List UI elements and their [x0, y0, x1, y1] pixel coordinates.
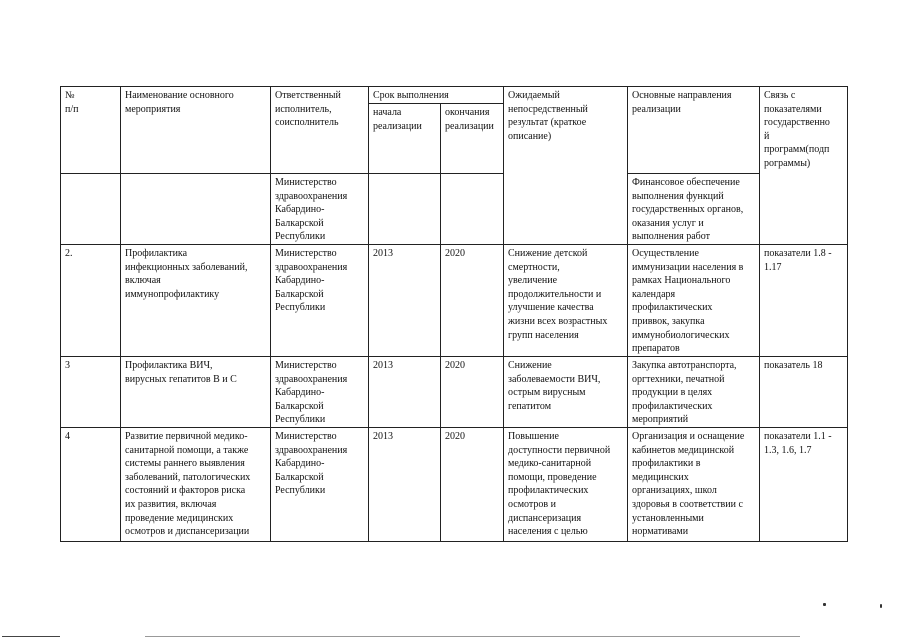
cell-directions: Финансовое обеспечение выполнения функций государственных органов, оказания услуг и выполнения работ [628, 174, 760, 245]
cell-num: 3 [61, 356, 121, 427]
table-row [61, 244, 848, 356]
cell-end: 2020 [441, 356, 504, 427]
cell-executor: Министерство здравоохранения Кабардино- Балкарской Республики [271, 174, 369, 245]
cell-executor: Министерство здравоохранения Кабардино- Балкарской Республики [271, 427, 369, 541]
header-executor: Ответственный исполнитель, соисполнитель [271, 87, 369, 174]
cell-name: Профилактика инфекционных заболеваний, включая иммунопрофилактику [121, 244, 271, 356]
cell-end: 2020 [441, 244, 504, 356]
cell-start [369, 174, 441, 245]
cell-name [121, 174, 271, 245]
table-row-continuation [61, 174, 848, 245]
scan-speck [880, 604, 882, 608]
header-link: Связь с показателями государственно й программ(подп рограммы) [760, 87, 848, 245]
cell-result: Повышение доступности первичной медико-санитарной помощи, проведение профилактических осмотров и диспансеризация населения с целью [504, 427, 628, 541]
header-name: Наименование основного мероприятия [121, 87, 271, 174]
cell-start: 2013 [369, 427, 441, 541]
cell-directions: Закупка автотранспорта, оргтехники, печатной продукции в целях профилактических мероприятий [628, 356, 760, 427]
scan-edge-line [2, 636, 60, 637]
cell-link: показатели 1.8 - 1.17 [760, 244, 848, 356]
scan-speck [823, 603, 826, 606]
cell-directions: Осуществление иммунизации населения в рамках Национального календаря профилактических приввок, закупка иммунобиологических препаратов [628, 244, 760, 356]
cell-end [441, 174, 504, 245]
cell-executor: Министерство здравоохранения Кабардино- Балкарской Республики [271, 244, 369, 356]
table-row [61, 356, 848, 427]
cell-start: 2013 [369, 356, 441, 427]
header-term: Срок выполнения [369, 87, 504, 104]
cell-name: Профилактика ВИЧ, вирусных гепатитов В и С [121, 356, 271, 427]
table-row [61, 427, 848, 541]
cell-executor: Министерство здравоохранения Кабардино- Балкарской Республики [271, 356, 369, 427]
cell-link: показатель 18 [760, 356, 848, 427]
cell-start: 2013 [369, 244, 441, 356]
cell-directions: Организация и оснащение кабинетов медицинской профилактики в медицинских организациях, школ здоровья в соответствии с установленными нормативами [628, 427, 760, 541]
table-header-row [61, 87, 848, 104]
cell-num [61, 174, 121, 245]
cell-result: Снижение детской смертности, увеличение продолжительности и улучшение качества жизни всех возрастных групп населения [504, 244, 628, 356]
header-end: окончания реализации [441, 104, 504, 174]
cell-result: Снижение заболеваемости ВИЧ, острым вирусным гепатитом [504, 356, 628, 427]
cell-name: Развитие первичной медико- санитарной помощи, а также системы раннего выявления заболеваний, патологических состояний и факторов риска их развития, включая проведение медицинских осмотров и диспансеризации [121, 427, 271, 541]
cell-end: 2020 [441, 427, 504, 541]
header-directions: Основные направления реализации [628, 87, 760, 174]
cell-link: показатели 1.1 - 1.3, 1.6, 1.7 [760, 427, 848, 541]
cell-num: 4 [61, 427, 121, 541]
program-measures-table [60, 86, 848, 542]
cell-num: 2. [61, 244, 121, 356]
header-start: начала реализации [369, 104, 441, 174]
header-result: Ожидаемый непосредственный результат (краткое описание) [504, 87, 628, 245]
scan-edge-line [145, 636, 800, 637]
header-num: № п/п [61, 87, 121, 174]
